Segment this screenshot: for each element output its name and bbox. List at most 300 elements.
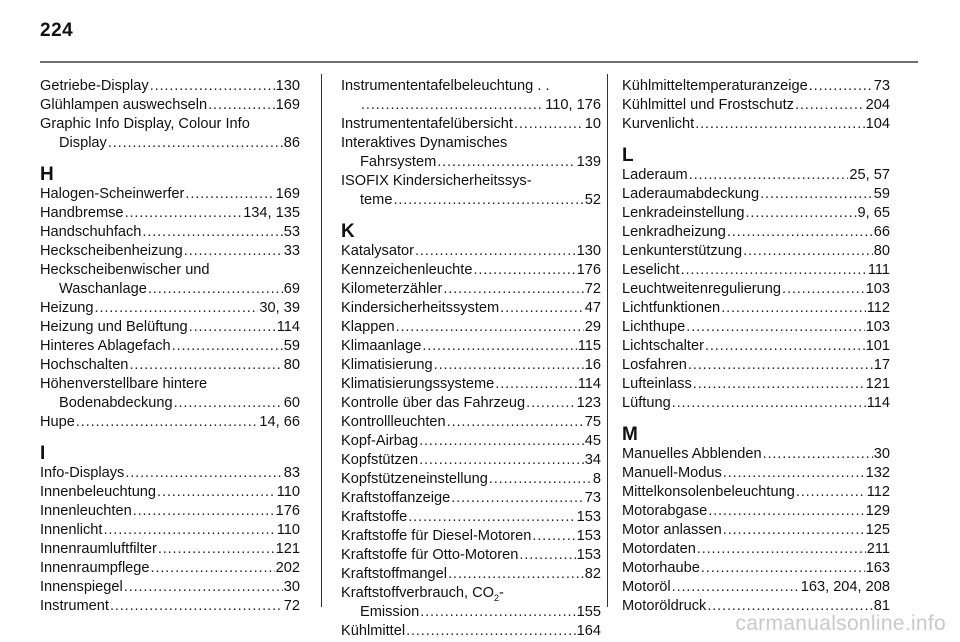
page-reference: 83 [283, 465, 300, 481]
index-term-text: Kennzeichenleuchte [341, 262, 473, 278]
dot-leader [697, 540, 866, 559]
dot-leader [473, 261, 575, 280]
page-reference: 59 [283, 338, 300, 354]
index-term [341, 356, 433, 375]
index-entry-line [40, 77, 300, 96]
dot-leader [419, 432, 584, 451]
index-term [622, 77, 808, 96]
page-reference: 47 [584, 300, 601, 316]
index-term-text: Innenraumpflege [40, 560, 150, 576]
index-term-tail: - [499, 585, 504, 601]
index-entry [622, 356, 890, 375]
dot-leader [519, 546, 575, 565]
index-section-letter: K [341, 221, 355, 242]
index-term-text: Laderaum [622, 167, 688, 183]
index-term [622, 166, 688, 185]
index-term-text: Kontrollleuchten [341, 414, 446, 430]
index-term-text: Innenbeleuchtung [40, 484, 157, 500]
dot-leader [526, 394, 575, 413]
dot-leader [174, 394, 283, 413]
index-entry-line [40, 464, 300, 483]
page-reference: 73 [873, 78, 890, 94]
index-term [622, 394, 671, 413]
index-entry-line [622, 445, 890, 464]
index-entry [622, 242, 890, 261]
dot-leader [795, 96, 865, 115]
column-divider [607, 74, 608, 607]
index-term-text: Halogen-Scheinwerfer [40, 186, 185, 202]
index-entry-line [341, 546, 601, 565]
index-term-text: Klimatisierung [341, 357, 433, 373]
index-term [622, 445, 762, 464]
index-term [341, 77, 550, 96]
index-term-text: Lenkunterstützung [622, 243, 743, 259]
index-term [59, 280, 147, 299]
index-entry-line [622, 540, 890, 559]
page-reference: 103 [865, 281, 890, 297]
index-term [341, 546, 518, 565]
index-entry [341, 261, 601, 280]
dot-leader [443, 280, 583, 299]
index-term-text: Innenraumluftfilter [40, 541, 157, 557]
index-term [341, 172, 532, 191]
index-entry-line [40, 578, 300, 597]
index-term [40, 299, 94, 318]
page-reference: 72 [283, 598, 300, 614]
index-term-text: Handschuhfach [40, 224, 142, 240]
index-entry-line [341, 432, 601, 451]
index-term [341, 318, 395, 337]
index-entry [40, 521, 300, 540]
index-entry [341, 337, 601, 356]
index-term-text: Interaktives Dynamisches [341, 135, 508, 151]
page-reference: 164 [576, 623, 601, 639]
page-reference: 17 [873, 357, 890, 373]
index-section-letter: L [622, 145, 634, 166]
index-term-text: ISOFIX Kindersicherheitssys- [341, 173, 532, 189]
page-reference: 66 [873, 224, 890, 240]
dot-leader [103, 521, 275, 540]
index-term [341, 622, 405, 641]
index-entry [341, 489, 601, 508]
page-reference: 29 [584, 319, 601, 335]
index-term-text: Lenkradeinstellung [622, 205, 745, 221]
index-entry [622, 77, 890, 96]
index-entry-line [622, 356, 890, 375]
index-entry-continuation [40, 394, 300, 413]
index-term-text: Heckscheibenheizung [40, 243, 183, 259]
index-entry [622, 483, 890, 502]
page-reference: 59 [873, 186, 890, 202]
index-term-text: Lichthupe [622, 319, 686, 335]
index-entry-line [40, 521, 300, 540]
index-term [40, 96, 207, 115]
dot-leader [727, 223, 873, 242]
index-entry [40, 356, 300, 375]
index-entry-line [341, 527, 601, 546]
index-entry-line [341, 337, 601, 356]
page-reference: 110 [276, 484, 300, 500]
index-entry-continuation [341, 96, 601, 115]
page-reference: 114 [276, 319, 300, 335]
dot-leader [514, 115, 584, 134]
dot-leader [489, 470, 592, 489]
page-reference: 69 [283, 281, 300, 297]
page-reference: 202 [275, 560, 300, 576]
index-term-text: Motorhaube [622, 560, 700, 576]
index-term-text: Hochschalten [40, 357, 129, 373]
index-entry-line [341, 470, 601, 489]
page-reference: 101 [865, 338, 890, 354]
index-entry-line [341, 622, 601, 641]
index-term-text: Klappen [341, 319, 395, 335]
index-term-text: Laderaumabdeckung [622, 186, 760, 202]
dot-leader [157, 483, 276, 502]
page-reference: 163, 204, 208 [800, 579, 890, 595]
index-term [40, 204, 124, 223]
page-reference: 163 [865, 560, 890, 576]
index-term-text: Motor anlassen [622, 522, 722, 538]
index-term-text: Heckscheibenwischer und [40, 262, 210, 278]
index-entry [40, 502, 300, 521]
index-entry [40, 77, 300, 96]
index-entry-line [40, 223, 300, 242]
index-term-text: Instrumententafelbeleuchtung . . [341, 78, 550, 94]
index-term-text: Motoröl [622, 579, 671, 595]
index-section-letter: H [40, 164, 54, 185]
page-reference: 86 [283, 135, 300, 151]
dot-leader [419, 451, 584, 470]
page-reference: 81 [873, 598, 890, 614]
column-divider [321, 74, 322, 607]
index-term-text: Kopf-Airbag [341, 433, 419, 449]
index-term [341, 115, 513, 134]
page-reference: 60 [283, 395, 300, 411]
index-entry-line [40, 375, 300, 394]
page-reference: 169 [275, 97, 300, 113]
index-entry-continuation [341, 191, 601, 210]
index-entry [341, 134, 601, 172]
index-term-text: Kühlmittel und Frostschutz [622, 97, 794, 113]
index-term [341, 337, 421, 356]
index-term [622, 483, 795, 502]
index-entry [341, 280, 601, 299]
page-reference: 153 [576, 547, 601, 563]
index-term-text: Graphic Info Display, Colour Info [40, 116, 250, 132]
index-entry-line [341, 413, 601, 432]
index-entry [622, 204, 890, 223]
index-term [341, 508, 407, 527]
index-term-text: Kopfstützen [341, 452, 419, 468]
page-reference: 130 [275, 78, 300, 94]
index-entry [341, 318, 601, 337]
page-reference: 211 [866, 541, 890, 557]
index-entry-line [622, 185, 890, 204]
page-reference: 33 [283, 243, 300, 259]
index-term [622, 96, 794, 115]
index-term [622, 337, 704, 356]
index-term-text: Emission [360, 604, 420, 620]
index-term-text: Manuell-Modus [622, 465, 722, 481]
dot-leader [500, 299, 584, 318]
dot-leader [532, 527, 575, 546]
index-term [59, 394, 173, 413]
index-entry [341, 546, 601, 565]
index-term [40, 356, 128, 375]
dot-leader [125, 204, 243, 223]
index-entry [40, 578, 300, 597]
index-entry-line [341, 508, 601, 527]
index-entry-line [40, 242, 300, 261]
index-entry [341, 508, 601, 527]
index-entry [40, 115, 300, 153]
index-term [40, 483, 156, 502]
index-term-text: Heizung und Belüftung [40, 319, 188, 335]
dot-leader [422, 337, 576, 356]
dot-leader [701, 559, 865, 578]
dot-leader [693, 375, 865, 394]
dot-leader [208, 96, 275, 115]
dot-leader [763, 445, 873, 464]
index-column-2 [341, 77, 601, 641]
index-column-3 [622, 77, 890, 616]
page-reference: 30 [873, 446, 890, 462]
index-entry [40, 597, 300, 616]
index-entry [40, 242, 300, 261]
index-term [341, 280, 442, 299]
page-reference: 110, 176 [545, 97, 601, 113]
index-term-text: Kopfstützeneinstellung [341, 471, 488, 487]
page-reference: 139 [576, 154, 601, 170]
index-entry-line [341, 356, 601, 375]
page-reference: 80 [873, 243, 890, 259]
index-term-text: Kontrolle über das Fahrzeug [341, 395, 526, 411]
dot-leader [415, 242, 576, 261]
index-term [341, 375, 494, 394]
index-entry-line [341, 584, 601, 603]
index-entry-line [341, 489, 601, 508]
index-entry-line [622, 521, 890, 540]
dot-leader [95, 299, 259, 318]
index-term-text: Instrument [40, 598, 109, 614]
dot-leader [133, 502, 275, 521]
index-term-text: Höhenverstellbare hintere [40, 376, 208, 392]
index-entry [341, 470, 601, 489]
index-term [341, 470, 488, 489]
dot-leader [809, 77, 873, 96]
index-entry [40, 185, 300, 204]
index-entry-line [622, 318, 890, 337]
index-entry-line [622, 204, 890, 223]
page-reference: 45 [584, 433, 601, 449]
index-entry-line [622, 77, 890, 96]
page-reference: 176 [576, 262, 601, 278]
index-entry [341, 242, 601, 261]
index-entry [622, 299, 890, 318]
watermark: carmanualsonline.info [735, 612, 946, 635]
index-entry-line [622, 337, 890, 356]
index-term-text: Manuelles Abblenden [622, 446, 762, 462]
index-term [40, 540, 157, 559]
dot-leader [406, 622, 576, 641]
page-reference: 16 [584, 357, 601, 373]
dot-leader [495, 375, 576, 394]
index-entry-line [622, 96, 890, 115]
page-reference: 121 [865, 376, 890, 392]
index-term [40, 597, 109, 616]
page-reference: 129 [865, 503, 890, 519]
page-reference: 52 [584, 192, 601, 208]
page-reference: 25, 57 [849, 167, 890, 183]
index-column-1 [40, 77, 300, 616]
index-entry-line [40, 413, 300, 432]
index-term [341, 413, 446, 432]
dot-leader [76, 413, 259, 432]
dot-leader [172, 337, 283, 356]
index-entry-line [40, 356, 300, 375]
page-reference: 204 [865, 97, 890, 113]
page-reference: 14, 66 [259, 414, 300, 430]
index-term-text: Fahrsystem [360, 154, 437, 170]
index-entry [341, 565, 601, 584]
index-term [341, 584, 504, 603]
index-entry-line [341, 451, 601, 470]
index-term [622, 597, 706, 616]
dot-leader [689, 166, 849, 185]
index-entry [40, 413, 300, 432]
dot-leader [688, 356, 873, 375]
dot-leader [158, 540, 275, 559]
index-entry-line [341, 77, 601, 96]
index-term [622, 318, 685, 337]
page-reference: 114 [866, 395, 890, 411]
index-entry-line [622, 242, 890, 261]
index-entry-line [40, 299, 300, 318]
dot-leader [108, 134, 283, 153]
page-reference: 34 [584, 452, 601, 468]
dot-leader [782, 280, 865, 299]
index-entry-line [40, 204, 300, 223]
index-term-text: Lichtfunktionen [622, 300, 721, 316]
index-term [622, 185, 759, 204]
index-term [622, 280, 781, 299]
dot-leader [185, 185, 274, 204]
index-entry-line [341, 299, 601, 318]
index-entry-continuation [40, 134, 300, 153]
index-entry [40, 559, 300, 578]
dot-leader [760, 185, 873, 204]
index-entry-line [40, 115, 300, 134]
index-term-text: Klimatisierungssysteme [341, 376, 495, 392]
index-entry [622, 115, 890, 134]
index-term-text: Kindersicherheitssystem [341, 300, 500, 316]
index-section-letter: I [40, 443, 46, 464]
index-term-text: Innenlicht [40, 522, 103, 538]
index-term [341, 394, 525, 413]
index-term-text: Kurvenlicht [622, 116, 695, 132]
page-reference: 121 [275, 541, 300, 557]
index-term-text: Klimaanlage [341, 338, 422, 354]
dot-leader [672, 578, 800, 597]
dot-leader [721, 299, 866, 318]
index-term-text: teme [360, 192, 393, 208]
index-term [622, 223, 726, 242]
page-reference: 112 [866, 484, 890, 500]
dot-leader [148, 280, 283, 299]
index-term [622, 502, 707, 521]
index-term-text: Hinteres Ablagefach [40, 338, 171, 354]
index-term [40, 77, 149, 96]
index-entry [622, 318, 890, 337]
index-entry [622, 261, 890, 280]
index-entry-line [622, 261, 890, 280]
dot-leader [437, 153, 575, 172]
index-term-text: Handbremse [40, 205, 124, 221]
dot-leader [451, 489, 584, 508]
index-entry [341, 172, 601, 210]
index-term-text: Instrumententafelübersicht [341, 116, 513, 132]
page-reference: 75 [584, 414, 601, 430]
page-reference: 153 [576, 509, 601, 525]
dot-leader [142, 223, 282, 242]
index-entry-line [622, 375, 890, 394]
index-entry-line [40, 185, 300, 204]
index-term-text: Kraftstoffverbrauch, CO [341, 585, 495, 601]
index-entry [40, 204, 300, 223]
index-term [40, 502, 132, 521]
page-reference: 30, 39 [259, 300, 300, 316]
dot-leader [447, 413, 584, 432]
index-entry [341, 115, 601, 134]
index-entry [40, 223, 300, 242]
page-reference: 82 [584, 566, 601, 582]
dot-leader [723, 464, 865, 483]
index-entry-line [622, 483, 890, 502]
index-term-text: Motorabgase [622, 503, 708, 519]
index-term-text: Leselicht [622, 262, 680, 278]
index-entry-line [622, 502, 890, 521]
index-entry [341, 432, 601, 451]
dot-leader [420, 603, 575, 622]
index-entry [622, 464, 890, 483]
page-reference: 114 [577, 376, 601, 392]
index-term-text: Kraftstoffe für Otto-Motoren [341, 547, 519, 563]
index-entry [341, 451, 601, 470]
dot-leader [150, 77, 275, 96]
dot-leader [110, 597, 283, 616]
index-term-text: Motordaten [622, 541, 696, 557]
index-entry-line [622, 299, 890, 318]
index-term-text: Getriebe-Display [40, 78, 149, 94]
index-term-text: Heizung [40, 300, 94, 316]
index-term [40, 261, 210, 280]
index-term-subscript: 2 [494, 592, 500, 603]
index-term [622, 356, 687, 375]
index-term [341, 299, 499, 318]
index-term-text: Hupe [40, 414, 75, 430]
index-term-text: Mittelkonsolenbeleuchtung [622, 484, 795, 500]
page-reference: 111 [867, 262, 890, 278]
index-entry-line [40, 96, 300, 115]
index-term [622, 261, 680, 280]
index-entry-line [341, 280, 601, 299]
index-entry-line [341, 134, 601, 153]
page-reference: 132 [865, 465, 890, 481]
index-entry [40, 337, 300, 356]
index-term-text: Kraftstoffe [341, 509, 408, 525]
index-term-text: Innenspiegel [40, 579, 123, 595]
dot-leader [184, 242, 283, 261]
